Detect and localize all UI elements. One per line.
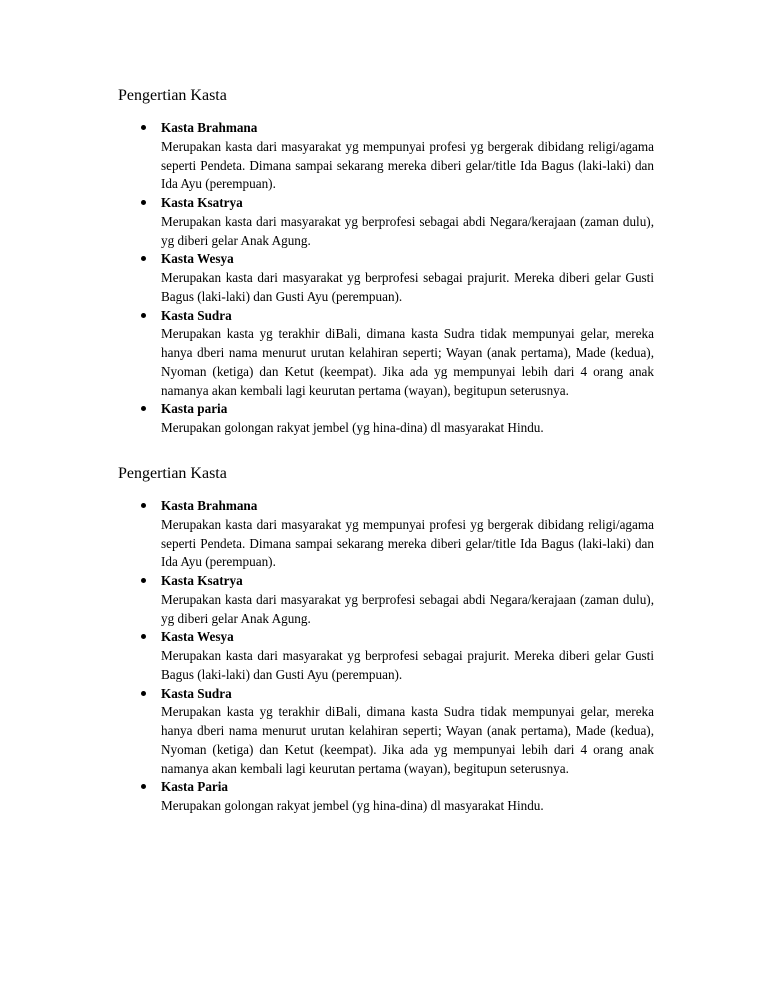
bullet-icon xyxy=(141,406,146,411)
caste-description: Merupakan kasta dari masyarakat yg berprofesi sebagai abdi Negara/kerajaan (zaman dulu), yg diberi gelar Anak Agung. xyxy=(161,591,654,626)
bullet-icon xyxy=(141,691,146,696)
caste-section-2 xyxy=(118,464,654,816)
caste-list xyxy=(118,497,654,816)
list-item xyxy=(118,250,654,306)
caste-term: Kasta Paria xyxy=(161,779,229,795)
list-item xyxy=(118,628,654,684)
caste-term: Kasta Wesya xyxy=(161,251,234,267)
caste-description: Merupakan kasta dari masyarakat yg berprofesi sebagai abdi Negara/kerajaan (zaman dulu), yg diberi gelar Anak Agung. xyxy=(161,213,654,248)
list-item xyxy=(118,685,654,779)
list-item xyxy=(118,400,654,438)
section-heading: Pengertian Kasta xyxy=(118,465,227,482)
caste-description: Merupakan kasta dari masyarakat yg mempunyai profesi yg bergerak dibidang religi/agama seperti Pendeta. Dimana sampai sekarang mereka diberi gelar/title Ida Bagus (laki-laki) dan Ida Ayu (perempuan). xyxy=(161,138,654,192)
caste-term: Kasta Brahmana xyxy=(161,120,258,135)
caste-term: Kasta Ksatrya xyxy=(161,573,243,588)
caste-list xyxy=(118,119,654,438)
caste-description: Merupakan golongan rakyat jembel (yg hina-dina) dl masyarakat Hindu. xyxy=(161,420,544,435)
bullet-icon xyxy=(141,503,146,508)
caste-term: Kasta Sudra xyxy=(161,307,232,323)
list-item xyxy=(118,119,654,194)
caste-description: Merupakan kasta yg terakhir diBali, dimana kasta Sudra tidak mempunyai gelar, mereka hanya dberi nama menurut urutan kelahiran seperti; Wayan (anak pertama), Made (kedua), Nyoman (ketiga) dan Ketut (keempat). Jika ada yg mempunyai lebih dari 4 orang anak namanya akan kembali lagi keurutan pertama (wayan), begitupun seterusnya. xyxy=(161,326,654,398)
caste-term: Kasta Brahmana xyxy=(161,498,258,513)
caste-section-1 xyxy=(118,86,654,438)
bullet-icon xyxy=(141,578,146,583)
caste-term: Kasta paria xyxy=(161,401,228,417)
bullet-icon xyxy=(141,313,146,318)
caste-description: Merupakan kasta yg terakhir diBali, dimana kasta Sudra tidak mempunyai gelar, mereka hanya dberi nama menurut urutan kelahiran seperti; Wayan (anak pertama), Made (kedua), Nyoman (ketiga) dan Ketut (keempat). Jika ada yg mempunyai lebih dari 4 orang anak namanya akan kembali lagi keurutan pertama (wayan), begitupun seterusnya. xyxy=(161,704,654,776)
caste-description: Merupakan kasta dari masyarakat yg berprofesi sebagai prajurit. Mereka diberi gelar Gusti Bagus (laki-laki) dan Gusti Ayu (perempuan). xyxy=(161,270,654,304)
caste-description: Merupakan golongan rakyat jembel (yg hina-dina) dl masyarakat Hindu. xyxy=(161,798,544,813)
bullet-icon xyxy=(141,125,146,130)
list-item xyxy=(118,194,654,250)
list-item xyxy=(118,778,654,816)
caste-term: Kasta Wesya xyxy=(161,629,234,645)
bullet-icon xyxy=(141,634,146,639)
caste-description: Merupakan kasta dari masyarakat yg berprofesi sebagai prajurit. Mereka diberi gelar Gusti Bagus (laki-laki) dan Gusti Ayu (perempuan). xyxy=(161,648,654,682)
list-item xyxy=(118,307,654,401)
caste-description: Merupakan kasta dari masyarakat yg mempunyai profesi yg bergerak dibidang religi/agama seperti Pendeta. Dimana sampai sekarang mereka diberi gelar/title Ida Bagus (laki-laki) dan Ida Ayu (perempuan). xyxy=(161,516,654,570)
list-item xyxy=(118,572,654,628)
section-heading: Pengertian Kasta xyxy=(118,87,227,104)
bullet-icon xyxy=(141,200,146,205)
list-item xyxy=(118,497,654,572)
caste-term: Kasta Sudra xyxy=(161,685,232,701)
bullet-icon xyxy=(141,784,146,789)
caste-term: Kasta Ksatrya xyxy=(161,195,243,210)
bullet-icon xyxy=(141,256,146,261)
